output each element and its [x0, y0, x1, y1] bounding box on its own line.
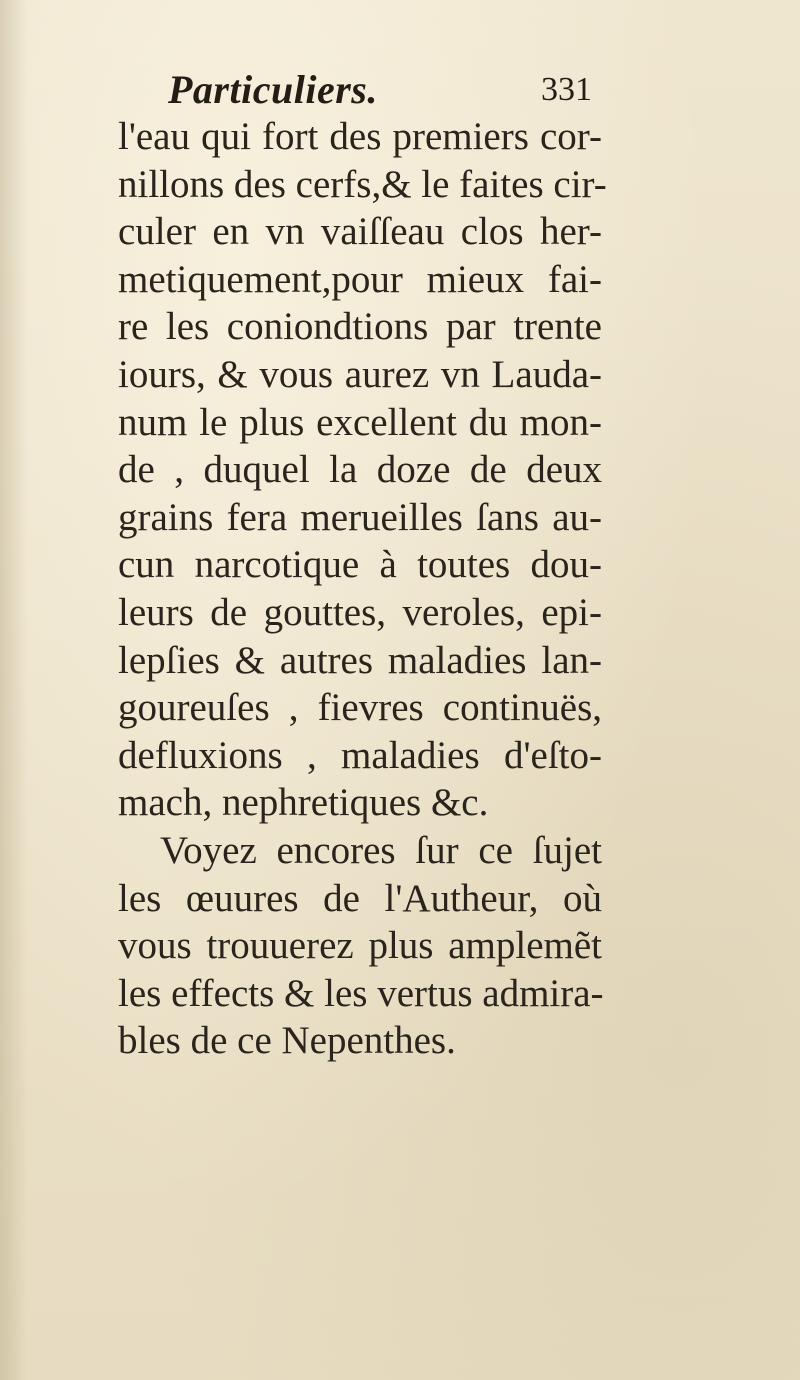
text-line: mach, nephretiques &c.: [118, 781, 489, 825]
text-line: bles de ce Nepenthes.: [118, 1019, 456, 1063]
text-line: defluxions , maladies d'eſto-: [118, 733, 602, 777]
page-header: [168, 64, 592, 116]
text-line: les effects & les vertus admira-: [118, 971, 604, 1015]
text-line: vous trouuerez plus amplemẽt: [118, 924, 602, 968]
text-line: num le plus excellent du mon-: [118, 400, 602, 444]
page-number: 331: [541, 71, 592, 108]
text-line: l'eau qui fort des premiers cor-: [118, 115, 602, 158]
text-line: nillons des cerfs,& le faites cir-: [118, 162, 607, 206]
text-line: cun narcotique à toutes dou-: [118, 543, 602, 587]
text-line: culer en vn vaiſſeau clos her-: [118, 210, 602, 254]
text-line: lepſies & autres maladies lan-: [118, 638, 602, 682]
text-line: les œuures de l'Autheur, où: [118, 876, 602, 920]
text-line: iours, & vous aurez vn Lauda-: [118, 352, 602, 396]
body-text: [118, 113, 607, 1065]
text-line: grains fera merueilles ſans au-: [118, 495, 602, 539]
text-line: leurs de gouttes, veroles, epi-: [118, 590, 602, 634]
running-head: Particuliers.: [168, 67, 378, 112]
text-line: de , duquel la doze de deux: [118, 448, 602, 492]
text-line: re les coniondtions par trente: [118, 305, 602, 349]
text-line: Voyez encores ſur ce ſujet: [160, 828, 602, 872]
text-line: goureuſes , fievres continuës,: [118, 686, 602, 730]
text-line: metiquement,pour mieux fai-: [118, 257, 602, 301]
